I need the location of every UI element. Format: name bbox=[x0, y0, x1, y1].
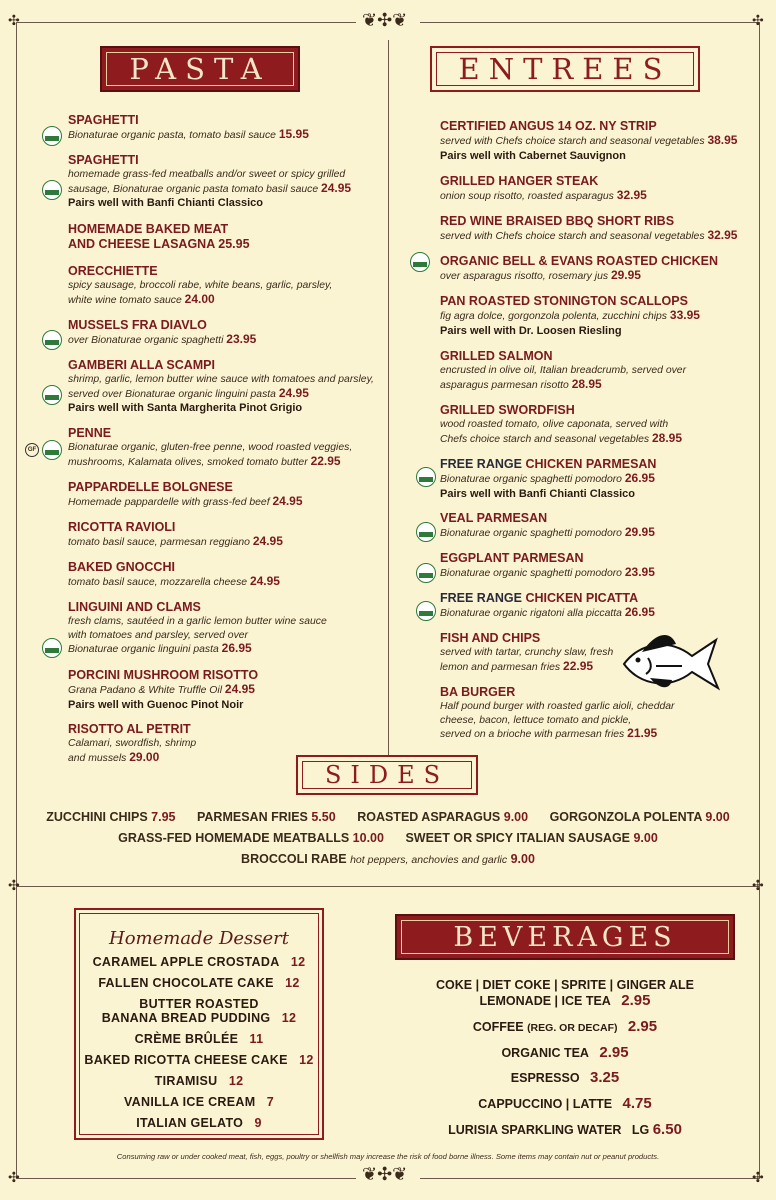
menu-item: GRILLED SWORDFISH wood roasted tomato, olive caponata, served with Chefs choice starch and seasonal vegetables 28.95 bbox=[440, 403, 683, 445]
usda-organic-icon bbox=[42, 638, 62, 658]
usda-organic-icon bbox=[416, 601, 436, 621]
menu-item: RISOTTO AL PETRIT Calamari, swordfish, shrimp and mussels 29.00 bbox=[68, 722, 197, 764]
beverages-header-text: BEVERAGES bbox=[401, 920, 729, 954]
menu-item: MUSSELS FRA DIAVLO over Bionaturae organic spaghetti 23.95 bbox=[68, 318, 257, 346]
corner-ornament-icon: ✣ bbox=[8, 1170, 20, 1186]
corner-ornament-icon: ✣ bbox=[752, 1170, 764, 1186]
dessert-item: ITALIAN GELATO 9 bbox=[136, 1116, 262, 1130]
usda-organic-icon bbox=[416, 467, 436, 487]
bottom-ornament-icon: ❦✣❦ bbox=[362, 1164, 408, 1185]
beverage-item: COFFEE (REG. OR DECAF) 2.95 bbox=[472, 1018, 658, 1035]
menu-item: ORECCHIETTE spicy sausage, broccoli rabe, white beans, garlic, parsley, white wine tomato sauce 24.00 bbox=[68, 264, 333, 306]
menu-item: LINGUINI AND CLAMS fresh clams, sautéed in a garlic lemon butter wine sauce with tomatoes and parsley, served over Bionaturae organic linguini pasta 26.95 bbox=[68, 600, 327, 655]
dessert-item: CARAMEL APPLE CROSTADA 12 bbox=[92, 955, 306, 969]
menu-item: FREE RANGE CHICKEN PARMESAN Bionaturae organic spaghetti pomodoro 26.95 Pairs well with Banfi Chianti Classico bbox=[440, 457, 657, 500]
dessert-item: TIRAMISU 12 bbox=[154, 1074, 244, 1088]
frame-bottom-line bbox=[16, 1178, 356, 1179]
usda-organic-icon bbox=[416, 522, 436, 542]
menu-item: GRILLED SALMON encrusted in olive oil, Italian breadcrumb, served over asparagus parmesan risotto 28.95 bbox=[440, 349, 687, 391]
usda-organic-icon bbox=[416, 563, 436, 583]
menu-item: BA BURGER Half pound burger with roasted garlic aioli, cheddar cheese, bacon, lettuce tomato and pickle, served on a brioche with parmesan fries 21.95 bbox=[440, 685, 675, 740]
menu-item: CERTIFIED ANGUS 14 OZ. NY STRIP served with Chefs choice starch and seasonal vegetables 38.95 Pairs well with Cabernet Sauvignon bbox=[440, 119, 738, 162]
beverage-item: ESPRESSO 3.25 bbox=[510, 1069, 620, 1086]
sides-row: ZUCCHINI CHIPS 7.95 PARMESAN FRIES 5.50 ROASTED ASPARAGUS 9.00 GORGONZOLA POLENTA 9.00 bbox=[46, 810, 730, 824]
footnote: Consuming raw or under cooked meat, fish, eggs, poultry or shellfish may increase the risk of food borne illness. Some items may contain nut or peanut products. bbox=[116, 1152, 660, 1161]
dessert-item: BUTTER ROASTED bbox=[139, 997, 259, 1011]
menu-item: GAMBERI ALLA SCAMPI shrimp, garlic, lemon butter wine sauce with tomatoes and parsley, served over Bionaturae organic linguini pasta 24.95 Pairs well with Santa Margherita Pinot Grigio bbox=[68, 358, 374, 414]
frame-mid-line bbox=[16, 886, 759, 887]
menu-item: SPAGHETTI homemade grass-fed meatballs and/or sweet or spicy grilled sausage, Bionaturae organic pasta tomato basil sauce 24.95 Pairs well with Banfi Chianti Classico bbox=[68, 153, 352, 209]
dessert-box-inner bbox=[79, 913, 319, 1135]
menu-item: RICOTTA RAVIOLI tomato basil sauce, parmesan reggiano 24.95 bbox=[68, 520, 283, 548]
usda-organic-icon bbox=[42, 330, 62, 350]
corner-ornament-icon: ✣ bbox=[752, 878, 764, 894]
corner-ornament-icon: ✣ bbox=[752, 13, 764, 29]
corner-ornament-icon: ✣ bbox=[8, 13, 20, 29]
usda-organic-icon bbox=[410, 252, 430, 272]
menu-item: GRILLED HANGER STEAK onion soup risotto, roasted asparagus 32.95 bbox=[440, 174, 647, 202]
menu-item: RED WINE BRAISED BBQ SHORT RIBS served with Chefs choice starch and seasonal vegetables 32.95 bbox=[440, 214, 738, 242]
dessert-item: CRÈME BRÛLÉE 11 bbox=[134, 1032, 264, 1046]
gluten-free-icon: GF bbox=[25, 443, 39, 457]
usda-organic-icon bbox=[42, 440, 62, 460]
menu-item: BAKED GNOCCHI tomato basil sauce, mozzarella cheese 24.95 bbox=[68, 560, 280, 588]
dessert-box bbox=[74, 908, 324, 1140]
menu-item: PAPPARDELLE BOLGNESE Homemade pappardelle with grass-fed beef 24.95 bbox=[68, 480, 303, 508]
pasta-header-text: PASTA bbox=[106, 52, 294, 86]
beverage-item: ORGANIC TEA 2.95 bbox=[501, 1044, 629, 1061]
usda-organic-icon bbox=[42, 180, 62, 200]
corner-ornament-icon: ✣ bbox=[8, 878, 20, 894]
dessert-item: FALLEN CHOCOLATE CAKE 12 bbox=[98, 976, 300, 990]
menu-item: FISH AND CHIPS served with tartar, crunchy slaw, fresh lemon and parmesan fries 22.95 bbox=[440, 631, 614, 673]
usda-organic-icon bbox=[42, 385, 62, 405]
beverage-item: LEMONADE | ICE TEA 2.95 bbox=[479, 992, 651, 1009]
menu-item: SPAGHETTI Bionaturae organic pasta, tomato basil sauce 15.95 bbox=[68, 113, 309, 141]
beverage-item: COKE | DIET COKE | SPRITE | GINGER ALE bbox=[436, 978, 694, 992]
sides-row: GRASS-FED HOMEMADE MEATBALLS 10.00 SWEET OR SPICY ITALIAN SAUSAGE 9.00 bbox=[118, 831, 658, 845]
menu-item: HOMEMADE BAKED MEAT AND CHEESE LASAGNA 25.95 bbox=[68, 222, 250, 251]
beverage-item: CAPPUCCINO | LATTE 4.75 bbox=[478, 1095, 652, 1112]
dessert-item: BANANA BREAD PUDDING 12 bbox=[101, 1011, 297, 1025]
frame-top-line-right bbox=[420, 22, 760, 23]
sides-row: BROCCOLI RABE hot peppers, anchovies and garlic 9.00 bbox=[241, 852, 535, 866]
entrees-header bbox=[430, 46, 700, 92]
menu-item: VEAL PARMESAN Bionaturae organic spaghetti pomodoro 29.95 bbox=[440, 511, 655, 539]
dessert-item: VANILLA ICE CREAM 7 bbox=[123, 1095, 275, 1109]
dessert-item: BAKED RICOTTA CHEESE CAKE 12 bbox=[84, 1053, 314, 1067]
menu-item: PAN ROASTED STONINGTON SCALLOPS fig agra dolce, gorgonzola polenta, zucchini chips 33.95 Pairs well with Dr. Loosen Riesling bbox=[440, 294, 700, 337]
entrees-header-text: ENTREES bbox=[436, 52, 694, 86]
frame-bottom-line-right bbox=[420, 1178, 760, 1179]
menu-item: ORGANIC BELL & EVANS ROASTED CHICKEN over asparagus risotto, rosemary jus 29.95 bbox=[440, 254, 719, 282]
frame-left-line bbox=[16, 22, 17, 1178]
beverage-item: LURISIA SPARKLING WATER LG 6.50 bbox=[448, 1121, 682, 1138]
top-ornament-icon: ❦✣❦ bbox=[362, 10, 408, 31]
frame-right-line bbox=[759, 22, 760, 1178]
frame-top-line bbox=[16, 22, 356, 23]
menu-item: FREE RANGE CHICKEN PICATTA Bionaturae organic rigatoni alla piccatta 26.95 bbox=[440, 591, 655, 619]
sides-header-text: SIDES bbox=[302, 761, 472, 789]
beverages-header bbox=[395, 914, 735, 960]
menu-item: EGGPLANT PARMESAN Bionaturae organic spaghetti pomodoro 23.95 bbox=[440, 551, 655, 579]
usda-organic-icon bbox=[42, 126, 62, 146]
menu-item: PORCINI MUSHROOM RISOTTO Grana Padano & White Truffle Oil 24.95 Pairs well with Guenoc Pinot Noir bbox=[68, 668, 259, 711]
menu-item: PENNE Bionaturae organic, gluten-free penne, wood roasted veggies, mushrooms, Kalamata olives, smoked tomato butter 22.95 bbox=[68, 426, 353, 468]
pasta-header bbox=[100, 46, 300, 92]
dessert-title: Homemade Dessert bbox=[109, 928, 289, 949]
frame-center-line bbox=[388, 40, 389, 760]
